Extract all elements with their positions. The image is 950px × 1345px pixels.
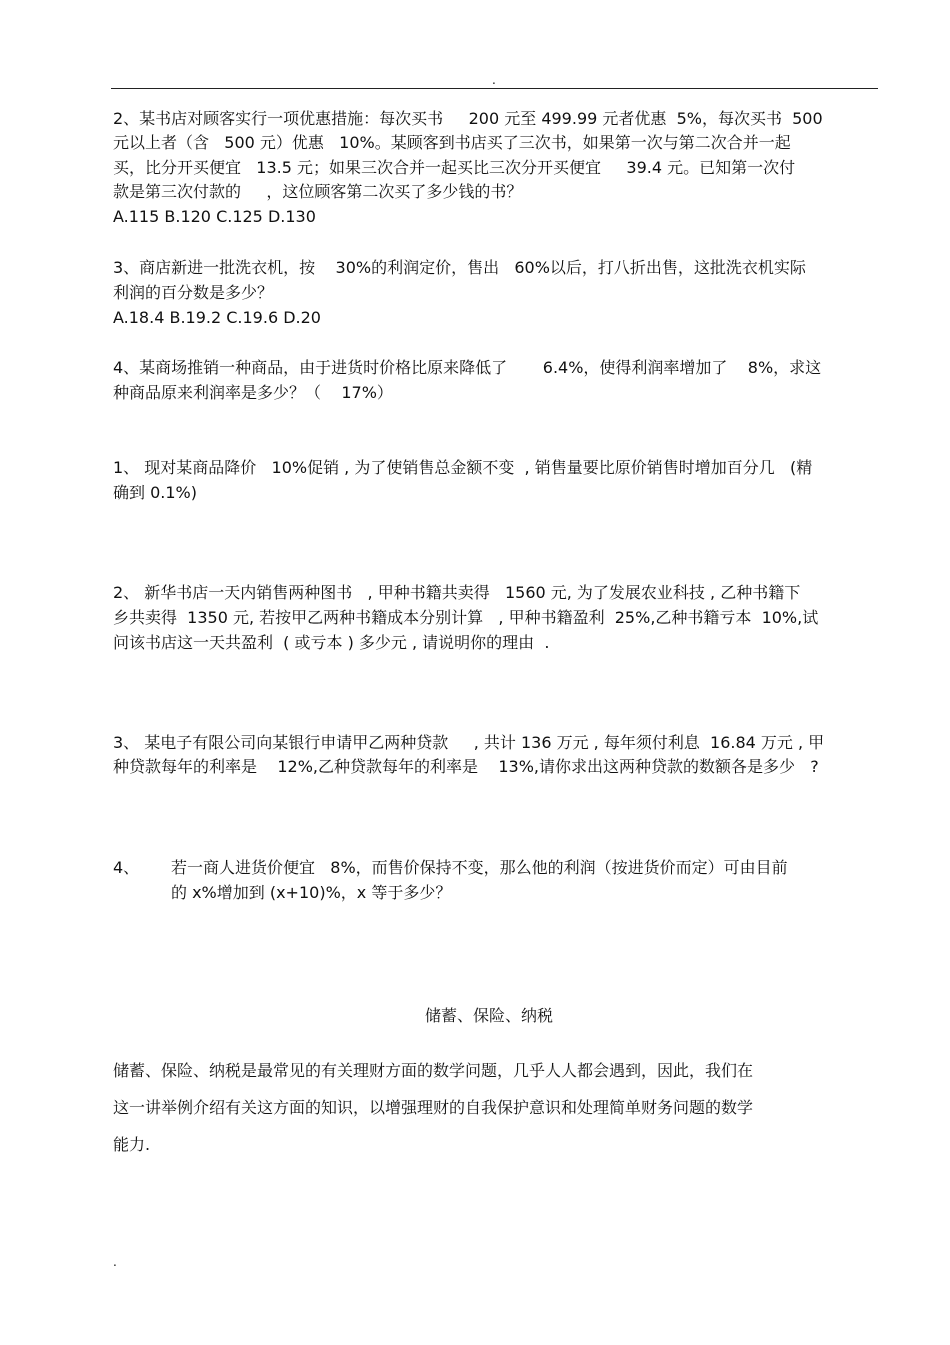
problem-4-number: 4、 <box>113 858 140 877</box>
question-2-line-3: 买，比分开买便宜 13.5 元；如果三次合并一起买比三次分开买便宜 39.4 元。已知第一次付 <box>113 158 796 177</box>
problem-2-line-3: 问该书店这一天共盈利 ( 或亏本 ) 多少元 , 请说明你的理由 . <box>113 633 550 652</box>
question-2-line-4: 款是第三次付款的 ，这位顾客第二次买了多少钱的书？ <box>113 182 523 201</box>
question-2-options: A.115 B.120 C.125 D.130 <box>113 207 316 226</box>
problem-4-line-2: 的 x%增加到 (x+10)%，x 等于多少？ <box>171 883 452 902</box>
question-4-line-1: 4、某商场推销一种商品，由于进货时价格比原来降低了 6.4%，使得利润率增加了 8%，求这 <box>113 358 822 377</box>
question-2-line-2: 元以上者（含 500 元）优惠 10%。某顾客到书店买了三次书，如果第一次与第二次合并一起 <box>113 133 791 152</box>
problem-1-line-1: 1、 现对某商品降价 10%促销 , 为了使销售总金额不变 , 销售量要比原价销售时增加百分几 (精 <box>113 458 813 477</box>
intro-line-2: 这一讲举例介绍有关这方面的知识，以增强理财的自我保护意识和处理简单财务问题的数学 <box>113 1098 754 1117</box>
problem-2-line-1: 2、 新华书店一天内销售两种图书 , 甲种书籍共卖得 1560 元, 为了发展农业科技 , 乙种书籍下 <box>113 583 801 602</box>
question-4-line-2: 种商品原来利润率是多少？（ 17%） <box>113 383 393 402</box>
problem-3-line-2: 种贷款每年的利率是 12%,乙种贷款每年的利率是 13%,请你求出这两种贷款的数额各是多少 ? <box>113 757 819 776</box>
problem-1-line-2: 确到 0.1%) <box>113 483 197 502</box>
problem-3-line-1: 3、 某电子有限公司向某银行申请甲乙两种贷款 , 共计 136 万元 , 每年须付利息 16.84 万元 , 甲 <box>113 733 825 752</box>
intro-line-1: 储蓄、保险、纳税是最常见的有关理财方面的数学问题，几乎人人都会遇到，因此，我们在 <box>113 1061 754 1080</box>
question-3-options: A.18.4 B.19.2 C.19.6 D.20 <box>113 308 321 327</box>
question-2-line-1: 2、某书店对顾客实行一项优惠措施：每次买书 200 元至 499.99 元者优惠 5%，每次买书 500 <box>113 109 823 128</box>
problem-2-line-2: 乡共卖得 1350 元, 若按甲乙两种书籍成本分别计算 , 甲种书籍盈利 25%,乙种书籍亏本 10%,试 <box>113 608 819 627</box>
header-rule <box>111 88 878 89</box>
intro-line-3: 能力. <box>113 1135 151 1154</box>
problem-4-line-1: 若一商人进货价便宜 8%，而售价保持不变，那么他的利润（按进货价而定）可由目前 <box>171 858 788 877</box>
question-3-line-1: 3、商店新进一批洗衣机，按 30%的利润定价，售出 60%以后，打八折出售，这批洗衣机实际 <box>113 258 806 277</box>
footer-mark: . <box>113 1255 117 1269</box>
question-3-line-2: 利润的百分数是多少？ <box>113 283 274 302</box>
section-title: 储蓄、保险、纳税 <box>424 1006 553 1025</box>
header-mark: . <box>492 73 496 87</box>
